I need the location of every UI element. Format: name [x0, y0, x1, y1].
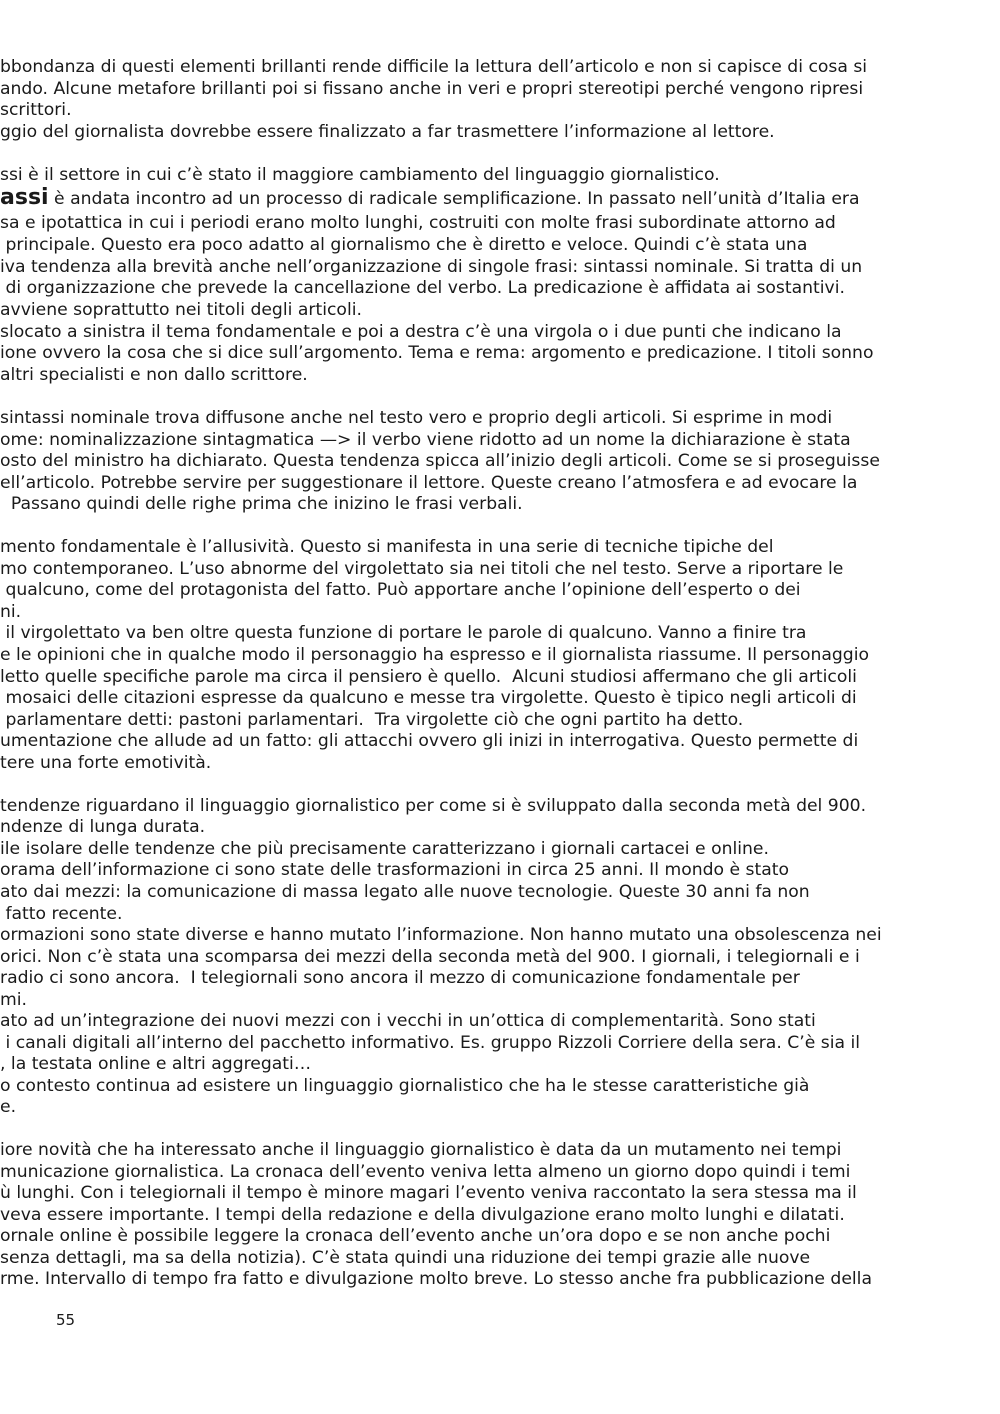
text-line: ione ovvero la cosa che si dice sull’argomento. Tema e rema: argomento e predicazione. I titoli sonno: [0, 343, 874, 363]
text-line: bbondanza di questi elementi brillanti rende difficile la lettura dell’articolo e non si capisce di cosa si: [0, 57, 868, 77]
text-line: e le opinioni che in qualche modo il personaggio ha espresso e il giornalista riassume. Il personaggio: [0, 645, 870, 665]
text-line: iore novità che ha interessato anche il linguaggio giornalistico è data da un mutamento nei tempi: [0, 1140, 842, 1160]
text-line: slocato a sinistra il tema fondamentale e poi a destra c’è una virgola o i due punti che indicano la: [0, 322, 842, 342]
text-line: rme. Intervallo di tempo fra fatto e divulgazione molto breve. Lo stesso anche fra pubblicazione della: [0, 1269, 872, 1289]
text-line: ell’articolo. Potrebbe servire per suggestionare il lettore. Queste creano l’atmosfera e ad evocare la: [0, 473, 858, 493]
text-line: iva tendenza alla brevità anche nell’organizzazione di singole frasi: sintassi nominale. Si tratta di un: [0, 257, 863, 277]
text-line: qualcuno, come del protagonista del fatto. Può apportare anche l’opinione dell’esperto o dei: [0, 580, 801, 600]
text-line: ni.: [0, 602, 22, 622]
text-line: ando. Alcune metafore brillanti poi si fissano anche in veri e propri stereotipi perché vengono ripresi: [0, 79, 864, 99]
bold-heading-word: assi: [0, 185, 49, 210]
text-line: Passano quindi delle righe prima che inizino le frasi verbali.: [0, 494, 523, 514]
text-line: ato dai mezzi: la comunicazione di massa legato alle nuove tecnologie. Queste 30 anni fa non: [0, 882, 810, 902]
text-line: sintassi nominale trova diffusone anche nel testo vero e proprio degli articoli. Si esprime in modi: [0, 408, 833, 428]
text-line: mosaici delle citazioni espresse da qualcuno e messe tra virgolette. Questo è tipico negli articoli di: [0, 688, 857, 708]
text-line: ssi è il settore in cui c’è stato il maggiore cambiamento del linguaggio giornalistico.: [0, 165, 720, 185]
text-line: senza dettagli, ma sa della notizia). C’è stata quindi una riduzione dei tempi grazie alle nuove: [0, 1248, 811, 1268]
text-line: tendenze riguardano il linguaggio giornalistico per come si è sviluppato dalla seconda metà del 900.: [0, 796, 867, 816]
text-line: municazione giornalistica. La cronaca dell’evento veniva letta almeno un giorno dopo quindi i temi: [0, 1162, 851, 1182]
text-line: fatto recente.: [0, 904, 123, 924]
text-line: tere una forte emotività.: [0, 753, 212, 773]
text-line: [0, 187, 860, 211]
text-line: scrittori.: [0, 100, 72, 120]
text-line: parlamentare detti: pastoni parlamentari. Tra virgolette ciò che ogni partito ha detto.: [0, 710, 744, 730]
text-line: i canali digitali all’interno del pacchetto informativo. Es. gruppo Rizzoli Corriere della sera. C’è sia il: [0, 1033, 861, 1053]
text-line: o contesto continua ad esistere un linguaggio giornalistico che ha le stesse caratteristiche già: [0, 1076, 810, 1096]
text-line: , la testata online e altri aggregati…: [0, 1054, 312, 1074]
text-line: letto quelle specifiche parole ma circa il pensiero è quello. Alcuni studiosi affermano che gli articoli: [0, 667, 857, 687]
text-line: ndenze di lunga durata.: [0, 817, 206, 837]
text-line: e.: [0, 1097, 17, 1117]
text-line: il virgolettato va ben oltre questa funzione di portare le parole di qualcuno. Vanno a finire tra: [0, 623, 807, 643]
text-line: altri specialisti e non dallo scrittore.: [0, 365, 308, 385]
text-line: di organizzazione che prevede la cancellazione del verbo. La predicazione è affidata ai sostantivi.: [0, 278, 845, 298]
text-line: orama dell’informazione ci sono state delle trasformazioni in circa 25 anni. Il mondo è stato: [0, 860, 790, 880]
text-line: ù lunghi. Con i telegiornali il tempo è minore magari l’evento veniva raccontato la sera stessa ma il: [0, 1183, 857, 1203]
text-line: umentazione che allude ad un fatto: gli attacchi ovvero gli inizi in interrogativa. Questo permette di: [0, 731, 859, 751]
text-span: è andata incontro ad un processo di radicale semplificazione. In passato nell’unità d’Italia era: [48, 189, 860, 209]
text-line: ato ad un’integrazione dei nuovi mezzi con i vecchi in un’ottica di complementarità. Sono stati: [0, 1011, 816, 1031]
text-line: radio ci sono ancora. I telegiornali sono ancora il mezzo di comunicazione fondamentale per: [0, 968, 800, 988]
text-line: sa e ipotattica in cui i periodi erano molto lunghi, costruiti con molte frasi subordinate attorno ad: [0, 213, 836, 233]
text-line: veva essere importante. I tempi della redazione e della divulgazione erano molto lunghi e dilatati.: [0, 1205, 845, 1225]
text-line: orici. Non c’è stata una scomparsa dei mezzi della seconda metà del 900. I giornali, i telegiornali e i: [0, 947, 860, 967]
text-line: ggio del giornalista dovrebbe essere finalizzato a far trasmettere l’informazione al lettore.: [0, 122, 775, 142]
text-line: osto del ministro ha dichiarato. Questa tendenza spicca all’inizio degli articoli. Come se si proseguisse: [0, 451, 880, 471]
text-line: avviene soprattutto nei titoli degli articoli.: [0, 300, 362, 320]
text-line: mento fondamentale è l’allusività. Questo si manifesta in una serie di tecniche tipiche del: [0, 537, 774, 557]
text-line: mo contemporaneo. L’uso abnorme del virgolettato sia nei titoli che nel testo. Serve a riportare le: [0, 559, 844, 579]
text-line: ormazioni sono state diverse e hanno mutato l’informazione. Non hanno mutato una obsolescenza nei: [0, 925, 882, 945]
text-line: ome: nominalizzazione sintagmatica —> il verbo viene ridotto ad un nome la dichiarazione è stata: [0, 430, 851, 450]
text-line: ornale online è possibile leggere la cronaca dell’evento anche un’ora dopo e se non anche pochi: [0, 1226, 831, 1246]
text-line: ile isolare delle tendenze che più precisamente caratterizzano i giornali cartacei e online.: [0, 839, 769, 859]
text-line: mi.: [0, 990, 27, 1010]
page-number: 55: [56, 1311, 76, 1329]
text-line: principale. Questo era poco adatto al giornalismo che è diretto e veloce. Quindi c’è stata una: [0, 235, 808, 255]
